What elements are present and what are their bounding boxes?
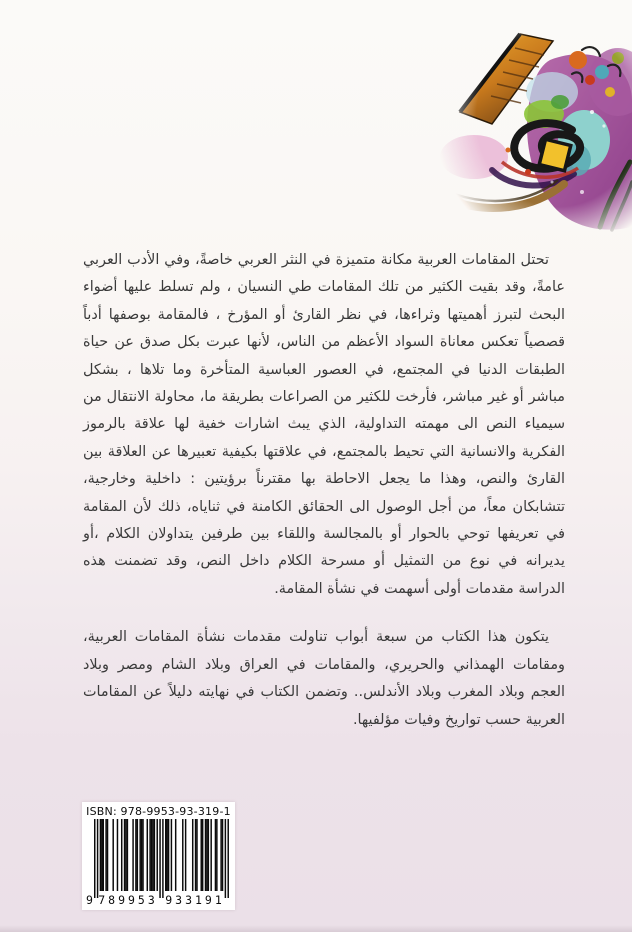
blurb-paragraph-1: تحتل المقامات العربية مكانة متميزة في النثر العربي خاصةً، وفي الأدب العربي عامةً، وقد بقيت الكثير من تلك المقامات طي النسيان ، ولم تسلط عليها أضواء البحث لتبرز أهميتها وثراءها، في نظر القارئ أو المؤرخ ، فالمقامة بوصفها أدباً قصصياً تعكس معاناة السواد الأعظم من الناس، لأنها عبرت بكل صدق عن حياة الطبقات الدنيا في المجتمع، في العصور العباسية المتأخرة وما تلاها ، بشكل مباشر أو غير مباشر، فأرخت للكثير من الصراعات بطريقة ما، محاولة الانتقال من سيمياء النص الى مهمته التداولية، الذي يبث اشارات خفية لها علاقة بالرموز الفكرية والانسانية التي تحيط بالمجتمع، في علاقتها بكيفية تعبيرها عن العلاقة بين القارئ والنص، وهذا ما يجعل الاحاطة بها مقترناً برؤيتين : داخلية وخارجية، تتشابكان معاً، من أجل الوصول الى الحقائق الكامنة في ثناياه، ذلك لأن المقامة في تعريفها توحي بالحوار أو بالمجالسة واللقاء بين طرفين يتداولان الكلام ،أو يديرانه في نوع من التمثيل أو مسرحة الكلام داخل النص، وقد تضمنت هذه الدراسة مقدمات أولى أسهمت في نشأة المقامة. bbox=[83, 252, 565, 597]
blurb-paragraph-2: يتكون هذا الكتاب من سبعة أبواب تناولت مقدمات نشأة المقامات العربية، ومقامات الهمذاني والحريري، والمقامات في العراق وبلاد الشام ومصر وبلاد العجم وبلاد المغرب وبلاد الأندلس.. وتضمن الكتاب في نهايته دليلاً عن المقامات العربية حسب تواريخ وفيات مؤلفيها. bbox=[83, 629, 565, 728]
ean13-barcode bbox=[86, 819, 232, 907]
scan-edge-shadow bbox=[0, 925, 632, 932]
calligraphy-artwork bbox=[432, 22, 632, 237]
barcode-digits-group2: 933191 bbox=[164, 893, 225, 907]
isbn-label: ISBN: 978-9953-93-319-1 bbox=[86, 805, 231, 818]
blurb-text bbox=[83, 247, 565, 734]
barcode-box bbox=[82, 802, 235, 910]
barcode-digits-group1: 789953 bbox=[97, 893, 158, 907]
barcode-digit-left: 9 bbox=[85, 893, 93, 907]
